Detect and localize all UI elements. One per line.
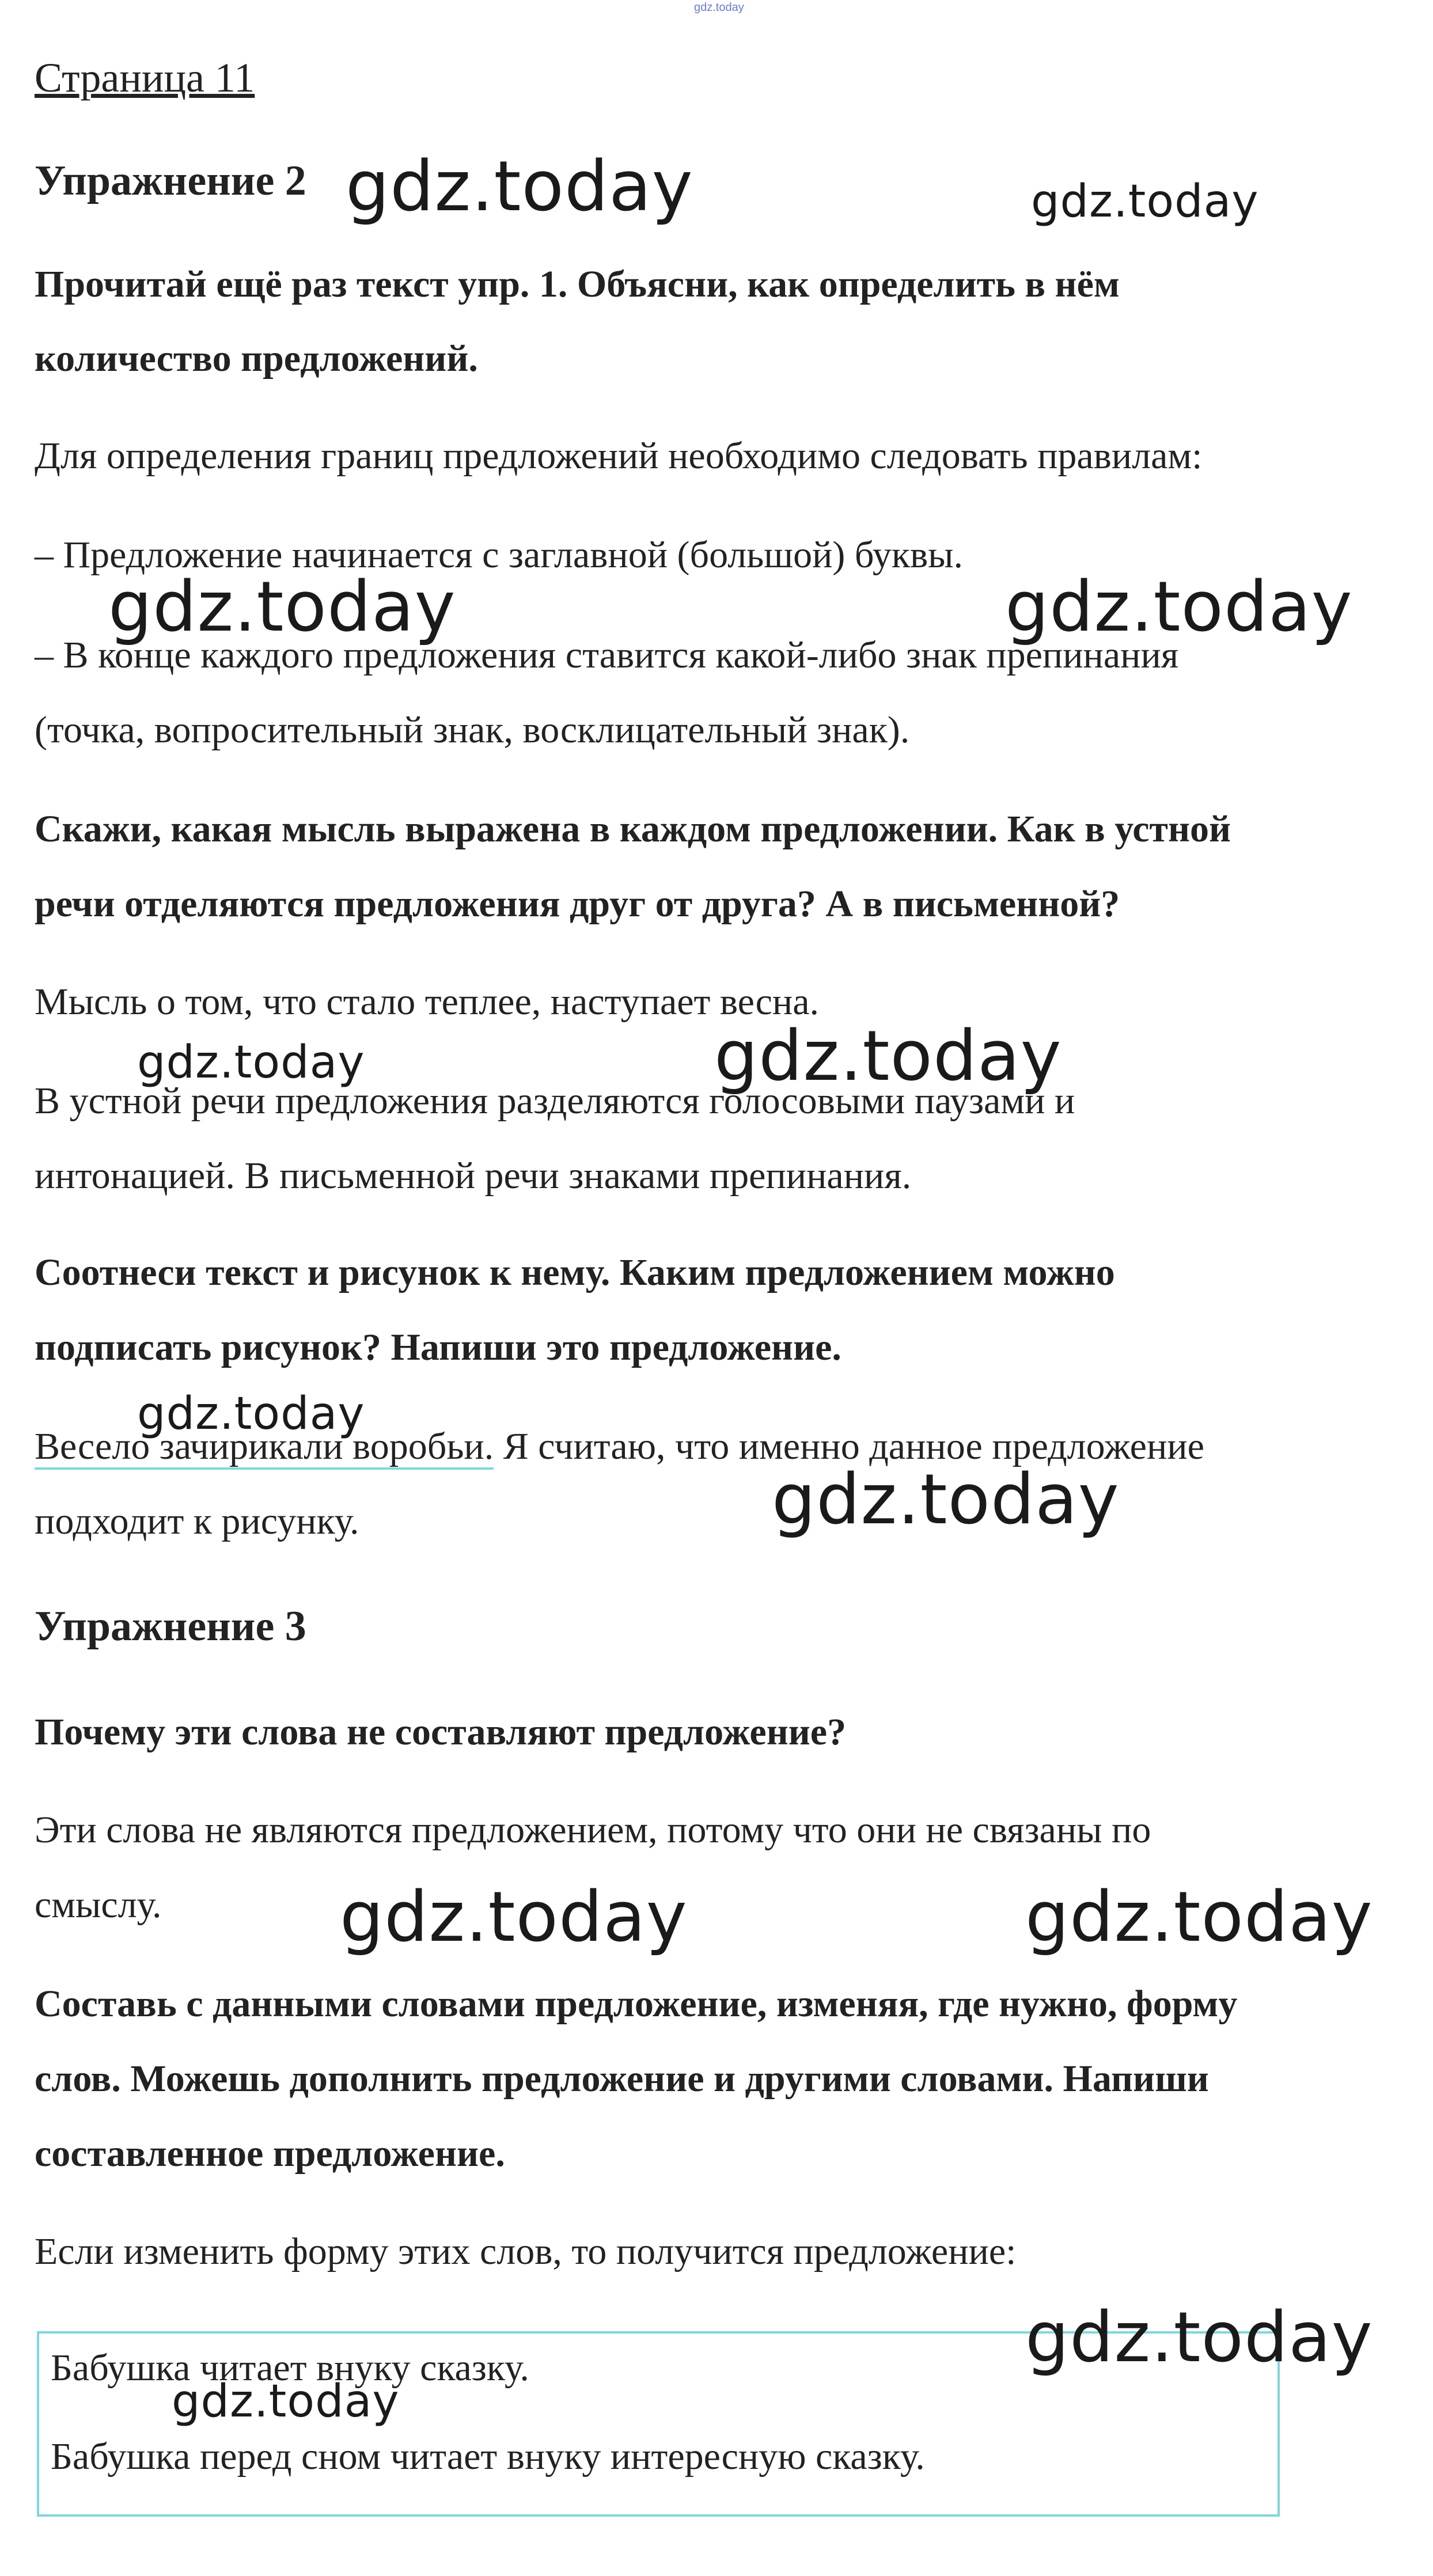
page-title: Страница 11 — [35, 55, 255, 101]
ex3-question-1: Почему эти слова не составляют предложение? — [35, 1711, 847, 1753]
watermark: gdz.today — [1025, 1877, 1373, 1957]
watermark: gdz.today — [137, 1388, 365, 1440]
ex2-answer-3-line-2: подходит к рисунку. — [35, 1500, 359, 1542]
ex2-question-1-line-1: Прочитай ещё раз текст упр. 1. Объясни, как определить в нём — [35, 263, 1120, 305]
ex2-answer-1-line-3: – В конце каждого предложения ставится какой-либо знак препинания — [35, 634, 1179, 676]
ex2-question-1-line-2: количество предложений. — [35, 337, 478, 380]
ex2-answer-2-line-2: В устной речи предложения разделяются голосовыми паузами и — [35, 1080, 1075, 1122]
watermark: gdz.today — [714, 1016, 1062, 1097]
watermark: gdz.today — [772, 1460, 1120, 1540]
ex3-answer-1-line-1: Эти слова не являются предложением, потому что они не связаны по — [35, 1809, 1151, 1851]
ex2-answer-2-line-1: Мысль о том, что стало теплее, наступает весна. — [35, 981, 819, 1023]
exercise-3-title: Упражнение 3 — [35, 1603, 306, 1650]
watermark: gdz.today — [1025, 2298, 1373, 2378]
watermark: gdz.today — [1031, 176, 1259, 227]
answer-box-line-1: Бабушка читает внуку сказку. — [51, 2347, 529, 2389]
ex2-answer-1-line-4: (точка, вопросительный знак, восклицательный знак). — [35, 709, 910, 751]
ex2-answer-1-line-2: – Предложение начинается с заглавной (большой) буквы. — [35, 534, 964, 576]
exercise-2-title: Упражнение 2 — [35, 157, 306, 204]
ex3-question-2-line-1: Составь с данными словами предложение, изменяя, где нужно, форму — [35, 1983, 1238, 2025]
ex2-question-2-line-2: речи отделяются предложения друг от друга? А в письменной? — [35, 883, 1120, 925]
watermark: gdz.today — [346, 147, 693, 227]
ex3-answer-2: Если изменить форму этих слов, то получится предложение: — [35, 2230, 1017, 2273]
watermark: gdz.today — [137, 1037, 365, 1088]
ex3-question-2-line-3: составленное предложение. — [35, 2133, 505, 2175]
ex2-answer-1-line-1: Для определения границ предложений необходимо следовать правилам: — [35, 435, 1203, 477]
ex2-question-2-line-1: Скажи, какая мысль выражена в каждом предложении. Как в устной — [35, 808, 1231, 850]
answer-box-line-2: Бабушка перед сном читает внуку интересную сказку. — [51, 2435, 925, 2478]
top-site-mark: gdz.today — [694, 1, 744, 14]
ex3-answer-1-line-2: смыслу. — [35, 1884, 162, 1926]
ex2-answer-3-rest: Я считаю, что именно данное предложение — [494, 1425, 1204, 1467]
watermark: gdz.today — [108, 567, 456, 647]
watermark: gdz.today — [1005, 567, 1353, 647]
watermark: gdz.today — [340, 1877, 688, 1957]
ex3-question-2-line-2: слов. Можешь дополнить предложение и другими словами. Напиши — [35, 2058, 1209, 2100]
highlighted-sentence: Весело зачирикали воробьи. — [35, 1425, 494, 1470]
ex2-question-3-line-1: Соотнеси текст и рисунок к нему. Каким предложением можно — [35, 1251, 1115, 1293]
ex2-answer-2-line-3: интонацией. В письменной речи знаками препинания. — [35, 1155, 912, 1197]
watermark: gdz.today — [172, 2376, 400, 2427]
ex2-question-3-line-2: подписать рисунок? Напиши это предложение. — [35, 1326, 841, 1368]
